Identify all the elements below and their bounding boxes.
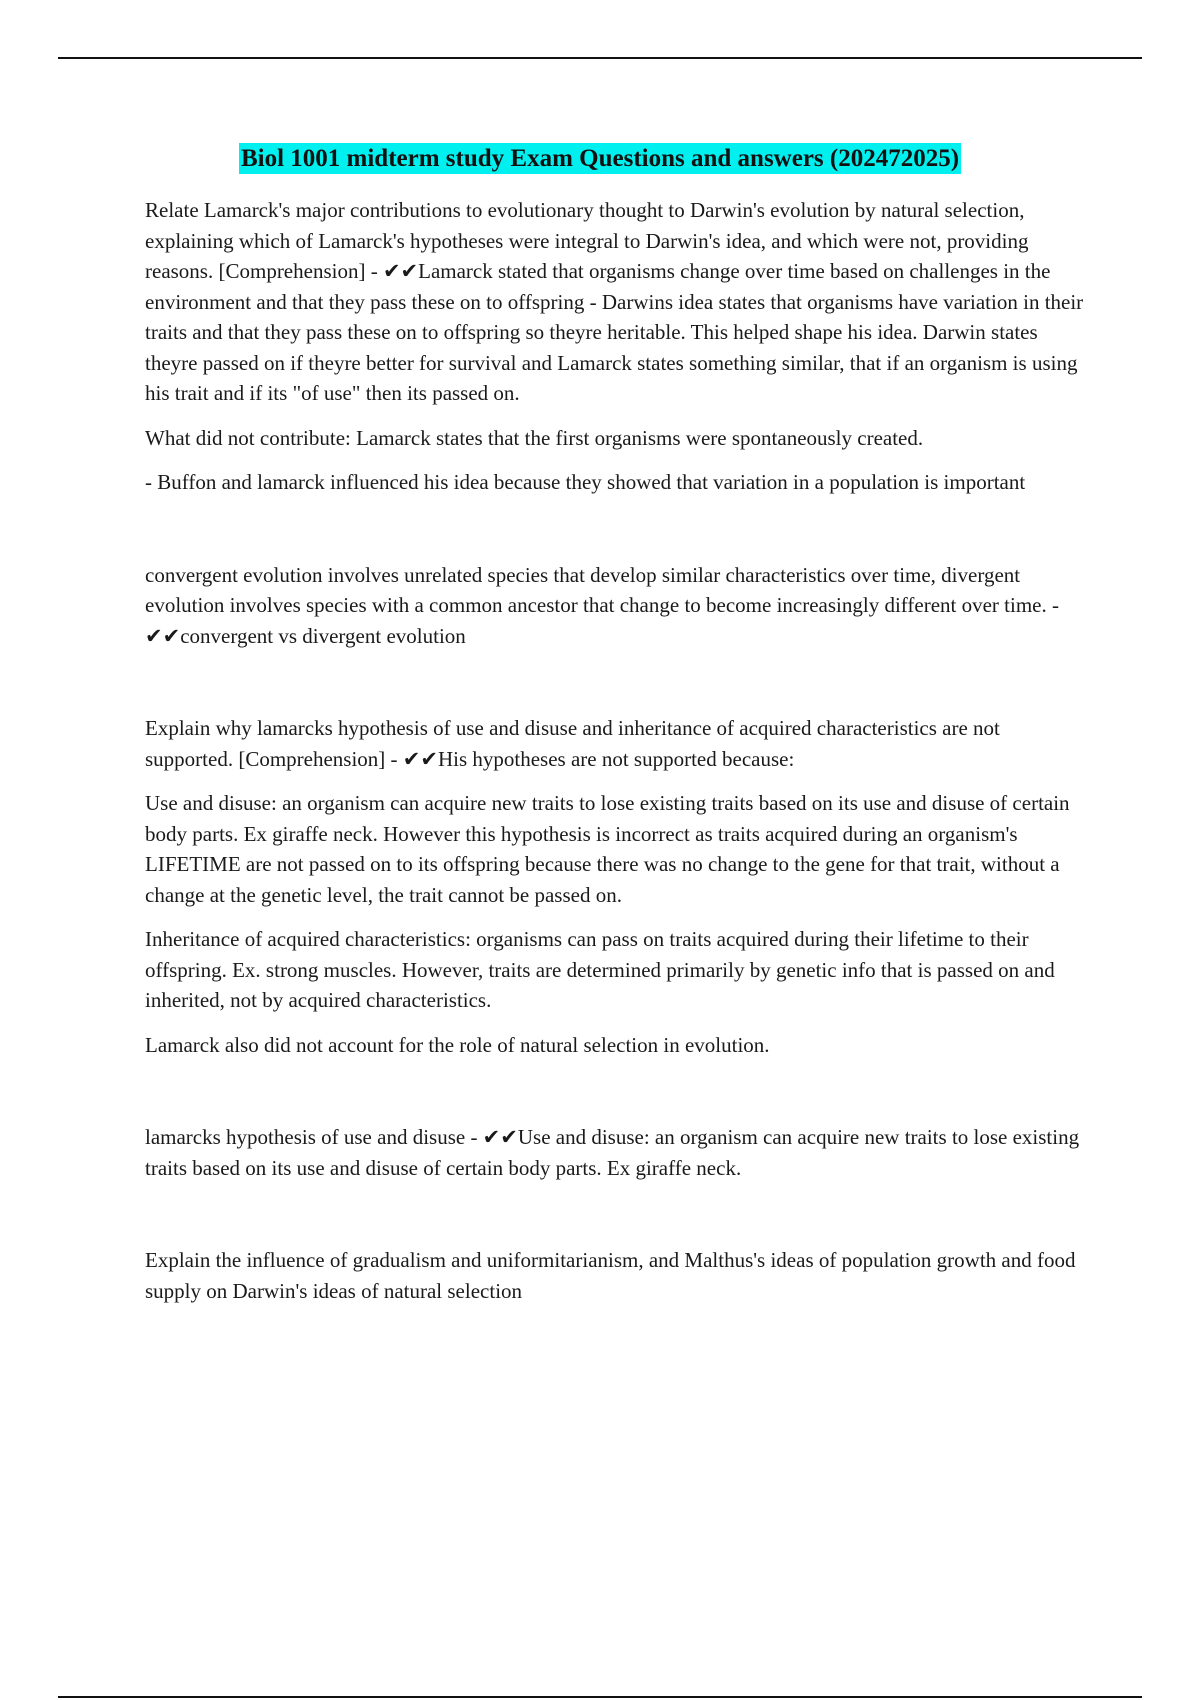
paragraph-natural-selection-note: Lamarck also did not account for the role of natural selection in evolution. <box>145 1032 770 1057</box>
document-title: Biol 1001 midterm study Exam Questions and answers (202472025) <box>240 145 960 172</box>
paragraph-buffon-lamarck: - Buffon and lamarck influenced his idea because they showed that variation in a population is important <box>145 470 1026 494</box>
paragraph-lamarck-darwin-question: Relate Lamarck's major contributions to evolutionary thought to Darwin's evolution by natural selection, explaining which of Lamarck's hypotheses were integral to Darwin's idea, and which were not, providing reasons. [Comprehension] - ✔✔Lamarck stated that organisms change over time based on challenges in the environment and that they pass these on to offspring - Darwins idea states that organisms have variation in their traits and that they pass these on to offspring so theyre heritable. This helped shape his idea. Darwin states theyre passed on if theyre better for survival and Lamarck states something similar, that if an organism is using his trait and if its "of use" then its passed on. <box>145 198 1084 405</box>
title-container <box>0 143 1200 174</box>
paragraph-did-not-contribute: What did not contribute: Lamarck states that the first organisms were spontaneously created. <box>145 425 924 450</box>
bottom-rule <box>58 1696 1142 1698</box>
paragraph-inheritance-acquired: Inheritance of acquired characteristics: organisms can pass on traits acquired during their lifetime to their offspring. Ex. strong muscles. However, traits are determined primarily by genetic info that is passed on and inherited, not by acquired characteristics. <box>145 927 1055 1012</box>
paragraph-use-disuse-definition: lamarcks hypothesis of use and disuse - ✔✔Use and disuse: an organism can acquire new traits to lose existing traits based on its use and disuse of certain body parts. Ex giraffe neck. <box>145 1125 1080 1180</box>
paragraph-convergent-divergent: convergent evolution involves unrelated species that develop similar characteristics over time, divergent evolution involves species with a common ancestor that change to become increasingly different over time. - ✔✔convergent vs divergent evolution <box>145 562 1059 648</box>
paragraph-gradualism-question: Explain the influence of gradualism and uniformitarianism, and Malthus's ideas of population growth and food supply on Darwin's ideas of natural selection <box>145 1248 1076 1303</box>
top-rule <box>58 57 1142 59</box>
paragraph-use-and-disuse: Use and disuse: an organism can acquire new traits to lose existing traits based on its use and disuse of certain body parts. Ex giraffe neck. However this hypothesis is incorrect as traits acquired during an organism's LIFETIME are not passed on to its offspring because there was no change to the gene for that trait, without a change at the genetic level, the trait cannot be passed on. <box>145 791 1070 907</box>
document-body <box>145 195 1090 1320</box>
paragraph-hypothesis-not-supported: Explain why lamarcks hypothesis of use and disuse and inheritance of acquired characteristics are not supported. [Comprehension] - ✔✔His hypotheses are not supported because: <box>145 716 1000 771</box>
